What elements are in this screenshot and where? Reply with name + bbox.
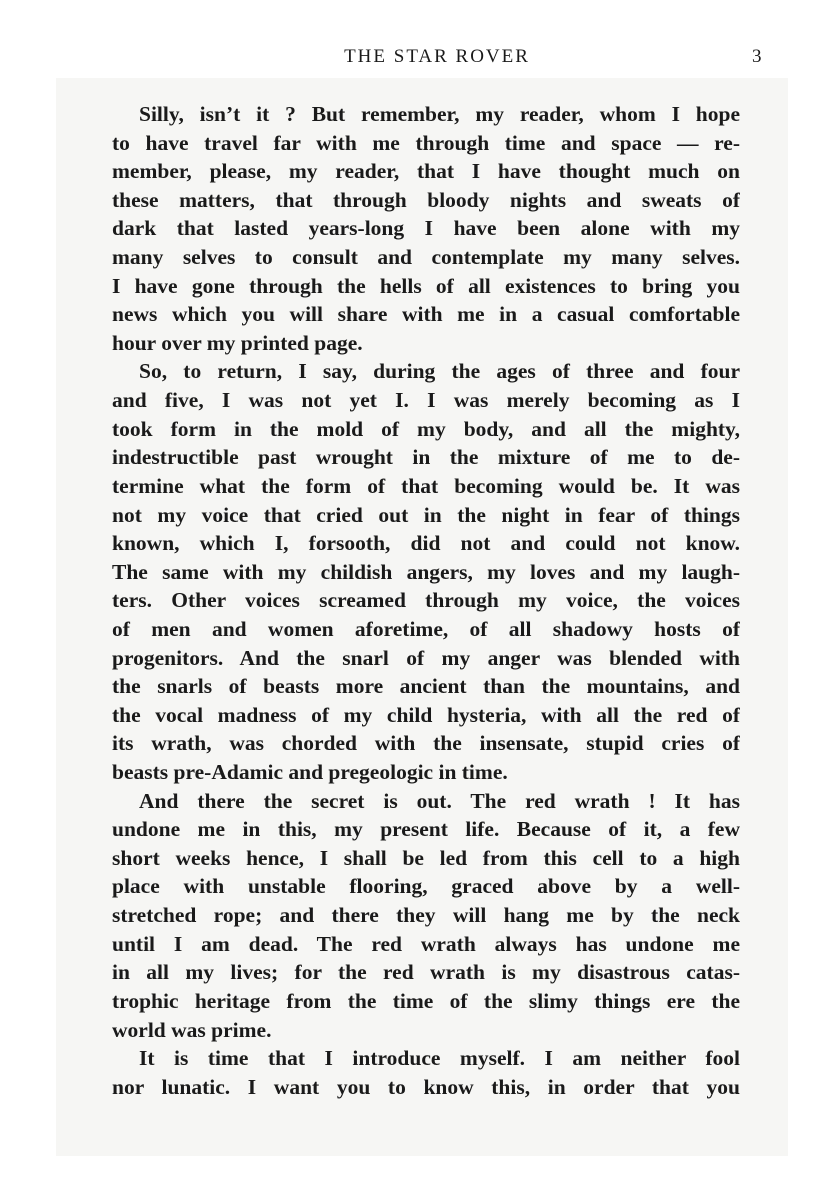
text-line: stretched rope; and there they will hang me by the neck bbox=[112, 903, 740, 928]
text-line: until I am dead. The red wrath always has undone me bbox=[112, 931, 740, 956]
text-line: member, please, my reader, that I have thought much on bbox=[112, 159, 740, 184]
text-line: progenitors. And the snarl of my anger was blended with bbox=[112, 645, 740, 670]
text-line: trophic heritage from the time of the slimy things ere the bbox=[112, 988, 740, 1013]
text-line: many selves to consult and contemplate my many selves. bbox=[112, 245, 740, 270]
text-line: in all my lives; for the red wrath is my disastrous catas- bbox=[112, 960, 740, 985]
text-line: took form in the mold of my body, and all the mighty, bbox=[112, 416, 740, 441]
text-line: of men and women aforetime, of all shadowy hosts of bbox=[112, 616, 740, 641]
text-line: beasts pre-Adamic and pregeologic in time. bbox=[112, 760, 508, 785]
text-line: dark that lasted years-long I have been alone with my bbox=[112, 216, 740, 241]
text-line: known, which I, forsooth, did not and could not know. bbox=[112, 531, 740, 556]
text-line: place with unstable flooring, graced above by a well- bbox=[112, 874, 740, 899]
text-line: these matters, that through bloody nights and sweats of bbox=[112, 187, 740, 212]
text-line: And there the secret is out. The red wrath ! It has bbox=[139, 788, 740, 813]
body-text bbox=[112, 100, 740, 1101]
text-line: It is time that I introduce myself. I am neither fool bbox=[139, 1046, 740, 1071]
text-line: short weeks hence, I shall be led from this cell to a high bbox=[112, 845, 740, 870]
text-line: and five, I was not yet I. I was merely becoming as I bbox=[112, 388, 740, 413]
text-line: to have travel far with me through time and space — re- bbox=[112, 130, 740, 155]
running-header bbox=[0, 46, 840, 72]
text-line: undone me in this, my present life. Because of it, a few bbox=[112, 817, 740, 842]
text-line: hour over my printed page. bbox=[112, 330, 363, 355]
text-line: the snarls of beasts more ancient than the mountains, and bbox=[112, 674, 740, 699]
text-line: I have gone through the hells of all existences to bring you bbox=[112, 273, 740, 298]
text-line: ters. Other voices screamed through my voice, the voices bbox=[112, 588, 740, 613]
text-line: nor lunatic. I want you to know this, in order that you bbox=[112, 1074, 740, 1099]
text-line: indestructible past wrought in the mixture of me to de- bbox=[112, 445, 740, 470]
text-line: world was prime. bbox=[112, 1017, 272, 1042]
text-line: Silly, isn’t it ? But remember, my reader, whom I hope bbox=[139, 102, 740, 126]
text-line: the vocal madness of my child hysteria, with all the red of bbox=[112, 702, 740, 727]
text-line: its wrath, was chorded with the insensate, stupid cries of bbox=[112, 731, 740, 756]
text-line: The same with my childish angers, my loves and my laugh- bbox=[112, 559, 740, 584]
page-number: 3 bbox=[752, 46, 762, 67]
text-line: termine what the form of that becoming would be. It was bbox=[112, 473, 740, 498]
text-line: not my voice that cried out in the night in fear of things bbox=[112, 502, 740, 527]
running-title: THE STAR ROVER bbox=[344, 46, 530, 67]
text-line: news which you will share with me in a casual comfortable bbox=[112, 302, 740, 327]
text-line: So, to return, I say, during the ages of three and four bbox=[139, 359, 740, 384]
